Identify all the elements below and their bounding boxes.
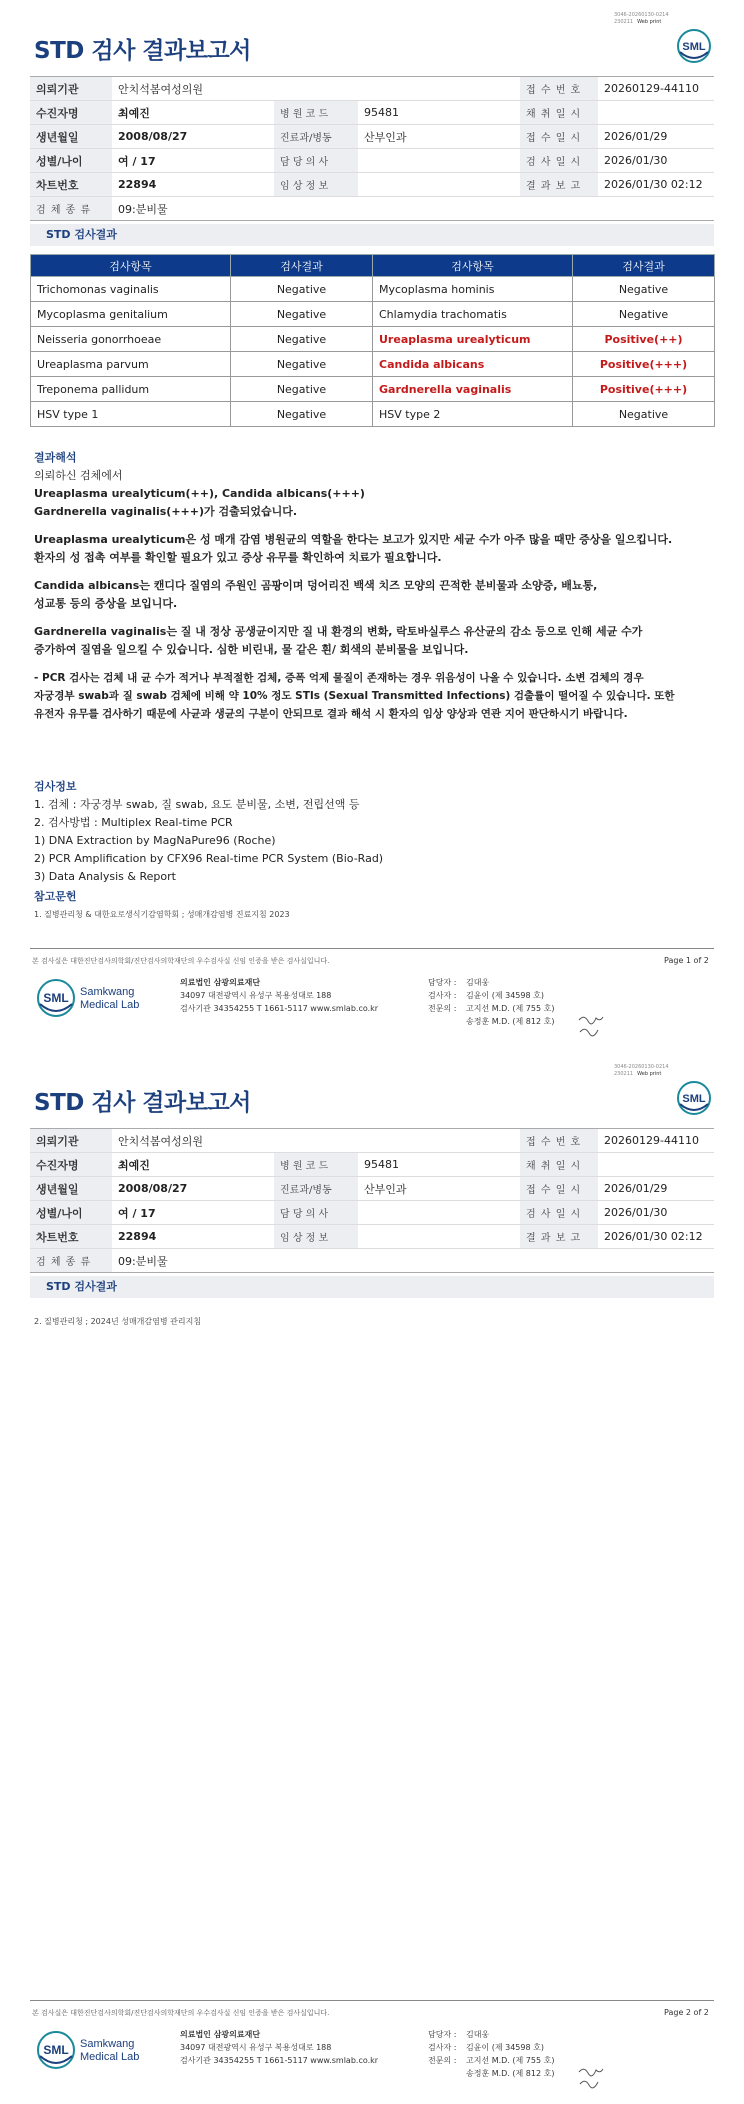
col-header-result: 검사결과 (231, 255, 373, 277)
patient-info-table (30, 76, 714, 221)
specimen-label: 검 체 종 류 (30, 197, 112, 221)
hospital-code-value: 95481 (358, 1153, 520, 1177)
org-info (180, 2028, 378, 2067)
web-print-label: Web print (637, 19, 662, 25)
manager-label: 담당자 : (428, 2030, 457, 2039)
receipt-no-value: 20260129-44110 (598, 77, 714, 101)
patient-label: 수진자명 (30, 101, 112, 125)
table-row (31, 402, 715, 427)
interpretation-section (34, 449, 718, 723)
collect-date-label: 채 취 일 시 (520, 101, 598, 125)
test-result: Positive(+++) (573, 352, 715, 377)
receipt-date-label: 접 수 일 시 (520, 1177, 598, 1201)
svg-text:Samkwang: Samkwang (80, 986, 135, 998)
term: Candida albicans (34, 579, 140, 592)
std-results-section-title: STD 검사결과 (30, 224, 714, 246)
term: Gardnerella vaginalis (34, 625, 167, 638)
receipt-date-label: 접 수 일 시 (520, 125, 598, 149)
report-title: STD 검사 결과보고서 (34, 1090, 251, 1116)
exam-info-section (34, 778, 718, 924)
staff-info (428, 2028, 554, 2080)
hospital-code-label: 병 원 코 드 (274, 101, 358, 125)
test-item: Ureaplasma urealyticum (373, 327, 573, 352)
birth-label: 생년월일 (30, 1177, 112, 1201)
department-value: 산부인과 (358, 125, 520, 149)
print-code (614, 12, 669, 26)
test-result: Negative (231, 302, 373, 327)
print-code-line2: 230211 (614, 1071, 634, 1077)
term: Ureaplasma urealyticum (34, 533, 186, 546)
table-row (31, 377, 715, 402)
references-heading: 참고문헌 (34, 890, 77, 903)
paragraph-ureaplasma (34, 531, 718, 549)
doctor-label: 담 당 의 사 (274, 149, 358, 173)
info-row (30, 197, 714, 221)
table-row (31, 352, 715, 377)
info-row (30, 1249, 714, 1273)
text: 는 캔디다 질염의 주원인 곰팡이며 덩어리진 백색 치즈 모양의 끈적한 분비물과 소양증, 배뇨통, (139, 579, 598, 592)
test-result: Positive(++) (573, 327, 715, 352)
test-item: HSV type 2 (373, 402, 573, 427)
sml-logo-icon (676, 1080, 712, 1116)
expert-label: 전문의 : (428, 1004, 457, 1013)
receipt-date-value: 2026/01/29 (598, 1177, 714, 1201)
info-row (30, 149, 714, 173)
test-result: Negative (573, 302, 715, 327)
svg-text:Samkwang: Samkwang (80, 2038, 135, 2050)
chart-no-value: 22894 (112, 1225, 274, 1249)
sml-logo-icon (676, 28, 712, 64)
certification-note: 본 검사실은 대한진단검사의학회/진단검사의학재단의 우수검사실 신임 인증을 받은 검사실입니다. (32, 2009, 330, 2017)
samkwang-logo-icon (36, 2028, 156, 2072)
collect-date-value (598, 101, 714, 125)
chart-no-label: 차트번호 (30, 1225, 112, 1249)
test-item: Candida albicans (373, 352, 573, 377)
print-code (614, 1064, 669, 1078)
info-row (30, 1225, 714, 1249)
exam-date-label: 검 사 일 시 (520, 1201, 598, 1225)
birth-value: 2008/08/27 (112, 1177, 274, 1201)
clinical-value (358, 173, 520, 197)
print-code-line1: 3046-20260130-0214 (614, 12, 669, 18)
svg-text:Medical Lab: Medical Lab (80, 999, 140, 1011)
text: 환자의 성 접촉 여부를 확인할 필요가 있고 증상 유무를 확인하여 치료가 필요합니다. (34, 551, 442, 564)
footer-divider (30, 2000, 714, 2001)
col-header-item: 검사항목 (373, 255, 573, 277)
patient-label: 수진자명 (30, 1153, 112, 1177)
test-result: Negative (231, 402, 373, 427)
footer-divider (30, 948, 714, 949)
sex-age-value: 여 / 17 (112, 149, 274, 173)
report-date-value: 2026/01/30 02:12 (598, 173, 714, 197)
receipt-no-label: 접 수 번 호 (520, 1129, 598, 1153)
exam-info-heading: 검사정보 (34, 780, 77, 793)
table-row (31, 302, 715, 327)
svg-text:SML: SML (43, 991, 69, 1005)
info-row (30, 1177, 714, 1201)
signature-icon (576, 2064, 606, 2090)
text: 은 성 매개 감염 병원균의 역할을 한다는 보고가 있지만 세균 수가 아주 많을 때만 증상을 일으킵니다. (185, 533, 673, 546)
chart-no-value: 22894 (112, 173, 274, 197)
col-header-result: 검사결과 (573, 255, 715, 277)
interpretation-findings: Gardnerella vaginalis(+++)가 검출되었습니다. (34, 505, 298, 518)
doctor-value (358, 1201, 520, 1225)
tester-label: 검사자 : (428, 991, 457, 1000)
expert-name: 송정훈 M.D. (제 812 호) (466, 2069, 555, 2078)
svg-text:SML: SML (43, 2043, 69, 2057)
chart-no-label: 차트번호 (30, 173, 112, 197)
department-value: 산부인과 (358, 1177, 520, 1201)
page-number: Page 1 of 2 (664, 956, 709, 965)
results-table (30, 254, 715, 427)
test-item: HSV type 1 (31, 402, 231, 427)
tester-name: 김윤이 (제 34598 호) (466, 991, 544, 1000)
test-item: Mycoplasma hominis (373, 277, 573, 302)
samkwang-logo-icon (36, 976, 156, 1020)
results-body (31, 277, 715, 427)
test-result: Negative (231, 327, 373, 352)
report-page-2 (0, 1052, 744, 2104)
report-date-value: 2026/01/30 02:12 (598, 1225, 714, 1249)
info-row (30, 1129, 714, 1153)
clinical-label: 임 상 정 보 (274, 1225, 358, 1249)
web-print-label: Web print (637, 1071, 662, 1077)
tester-label: 검사자 : (428, 2043, 457, 2052)
test-item: Neisseria gonorrhoeae (31, 327, 231, 352)
institution-value: 안치석봄여성의원 (112, 1129, 520, 1153)
patient-value: 최예진 (112, 101, 274, 125)
paragraph-gardnerella (34, 623, 718, 641)
table-row (31, 277, 715, 302)
info-row (30, 173, 714, 197)
department-label: 진료과/병동 (274, 1177, 358, 1201)
results-header-row (31, 255, 715, 277)
specimen-label: 검 체 종 류 (30, 1249, 112, 1273)
exam-info-line: 2) PCR Amplification by CFX96 Real-time PCR System (Bio-Rad) (34, 852, 384, 865)
report-date-label: 결 과 보 고 (520, 173, 598, 197)
specimen-value: 09:분비물 (112, 1249, 714, 1273)
org-contact: 검사기관 34354255 T 1661-5117 www.smlab.co.kr (180, 1004, 379, 1013)
patient-value: 최예진 (112, 1153, 274, 1177)
exam-info-line: 1. 검체 : 자궁경부 swab, 질 swab, 요도 분비물, 소변, 전립선액 등 (34, 798, 360, 811)
reference-item: 2. 질병관리청 ; 2024년 성매개감염병 관리지침 (34, 1317, 202, 1326)
manager-name: 김대웅 (466, 978, 490, 987)
svg-text:Medical Lab: Medical Lab (80, 2051, 140, 2063)
expert-name: 고지선 M.D. (제 755 호) (466, 1004, 555, 1013)
test-item: Treponema pallidum (31, 377, 231, 402)
test-result: Negative (573, 277, 715, 302)
institution-label: 의뢰기관 (30, 77, 112, 101)
department-label: 진료과/병동 (274, 125, 358, 149)
test-result: Negative (573, 402, 715, 427)
test-item: Gardnerella vaginalis (373, 377, 573, 402)
interpretation-intro: 의뢰하신 검체에서 (34, 469, 123, 482)
info-row (30, 1153, 714, 1177)
info-row (30, 101, 714, 125)
pcr-note-line: 유전자 유무를 검사하기 때문에 사균과 생균의 구분이 안되므로 결과 해석 시 환자의 임상 양상과 연관 지어 판단하시기 바랍니다. (34, 708, 628, 720)
receipt-no-value: 20260129-44110 (598, 1129, 714, 1153)
exam-info-line: 2. 검사방법 : Multiplex Real-time PCR (34, 816, 233, 829)
exam-date-label: 검 사 일 시 (520, 149, 598, 173)
test-result: Negative (231, 277, 373, 302)
sex-age-label: 성별/나이 (30, 1201, 112, 1225)
reference-item: 1. 질병관리청 & 대한요로생식기감염학회 ; 성매개감염병 진료지침 2023 (34, 910, 290, 919)
test-result: Negative (231, 352, 373, 377)
org-address: 34097 대전광역시 유성구 복용성대로 188 (180, 991, 332, 1000)
hospital-code-label: 병 원 코 드 (274, 1153, 358, 1177)
clinical-value (358, 1225, 520, 1249)
info-row (30, 77, 714, 101)
exam-info-line: 3) Data Analysis & Report (34, 870, 176, 883)
test-item: Trichomonas vaginalis (31, 277, 231, 302)
print-code-line1: 3046-20260130-0214 (614, 1064, 669, 1070)
signature-icon (576, 1012, 606, 1038)
institution-label: 의뢰기관 (30, 1129, 112, 1153)
tester-name: 김윤이 (제 34598 호) (466, 2043, 544, 2052)
expert-name: 송정훈 M.D. (제 812 호) (466, 1017, 555, 1026)
manager-name: 김대웅 (466, 2030, 490, 2039)
page-number: Page 2 of 2 (664, 2008, 709, 2017)
collect-date-value (598, 1153, 714, 1177)
receipt-no-label: 접 수 번 호 (520, 77, 598, 101)
exam-date-value: 2026/01/30 (598, 149, 714, 173)
hospital-code-value: 95481 (358, 101, 520, 125)
pcr-note-line: 자궁경부 swab과 질 swab 검체에 비해 약 10% 정도 STIs (Sexual Transmitted Infections) 검출률이 떨어질 수 있습니다. 또한 (34, 690, 675, 702)
expert-label: 전문의 : (428, 2056, 457, 2065)
clinical-label: 임 상 정 보 (274, 173, 358, 197)
interpretation-heading: 결과해석 (34, 451, 77, 464)
collect-date-label: 채 취 일 시 (520, 1153, 598, 1177)
org-address: 34097 대전광역시 유성구 복용성대로 188 (180, 2043, 332, 2052)
info-row (30, 1201, 714, 1225)
birth-value: 2008/08/27 (112, 125, 274, 149)
svg-text:SML: SML (682, 41, 706, 53)
exam-info-line: 1) DNA Extraction by MagNaPure96 (Roche) (34, 834, 276, 847)
sex-age-value: 여 / 17 (112, 1201, 274, 1225)
info-row (30, 125, 714, 149)
exam-date-value: 2026/01/30 (598, 1201, 714, 1225)
org-name: 의료법인 삼광의료재단 (180, 2030, 261, 2039)
doctor-label: 담 당 의 사 (274, 1201, 358, 1225)
report-title: STD 검사 결과보고서 (34, 38, 251, 64)
table-row (31, 327, 715, 352)
col-header-item: 검사항목 (31, 255, 231, 277)
receipt-date-value: 2026/01/29 (598, 125, 714, 149)
test-item: Mycoplasma genitalium (31, 302, 231, 327)
staff-info (428, 976, 554, 1028)
manager-label: 담당자 : (428, 978, 457, 987)
expert-name: 고지선 M.D. (제 755 호) (466, 2056, 555, 2065)
test-result: Negative (231, 377, 373, 402)
org-name: 의료법인 삼광의료재단 (180, 978, 261, 987)
org-info (180, 976, 378, 1015)
text: 증가하여 질염을 일으킬 수 있습니다. 심한 비린내, 물 같은 흰/ 회색의 분비물을 보입니다. (34, 643, 469, 656)
interpretation-findings: Ureaplasma urealyticum(++), Candida albicans(+++) (34, 487, 365, 500)
text: 는 질 내 정상 공생균이지만 질 내 환경의 변화, 락토바실루스 유산균의 감소 등으로 인해 세균 수가 (166, 625, 643, 638)
test-item: Chlamydia trachomatis (373, 302, 573, 327)
specimen-value: 09:분비물 (112, 197, 714, 221)
org-contact: 검사기관 34354255 T 1661-5117 www.smlab.co.kr (180, 2056, 379, 2065)
test-item: Ureaplasma parvum (31, 352, 231, 377)
patient-info-table (30, 1128, 714, 1273)
certification-note: 본 검사실은 대한진단검사의학회/진단검사의학재단의 우수검사실 신임 인증을 받은 검사실입니다. (32, 957, 330, 965)
birth-label: 생년월일 (30, 125, 112, 149)
pcr-note-line: - PCR 검사는 검체 내 균 수가 적거나 부적절한 검체, 증폭 억제 물질이 존재하는 경우 위음성이 나올 수 있습니다. 소변 검체의 경우 (34, 672, 644, 684)
doctor-value (358, 149, 520, 173)
institution-value: 안치석봄여성의원 (112, 77, 520, 101)
test-result: Positive(+++) (573, 377, 715, 402)
print-code-line2: 230211 (614, 19, 634, 25)
text: 성교통 등의 증상을 보입니다. (34, 597, 178, 610)
paragraph-candida (34, 577, 718, 595)
sex-age-label: 성별/나이 (30, 149, 112, 173)
report-date-label: 결 과 보 고 (520, 1225, 598, 1249)
svg-text:SML: SML (682, 1093, 706, 1105)
std-results-section-title: STD 검사결과 (30, 1276, 714, 1298)
